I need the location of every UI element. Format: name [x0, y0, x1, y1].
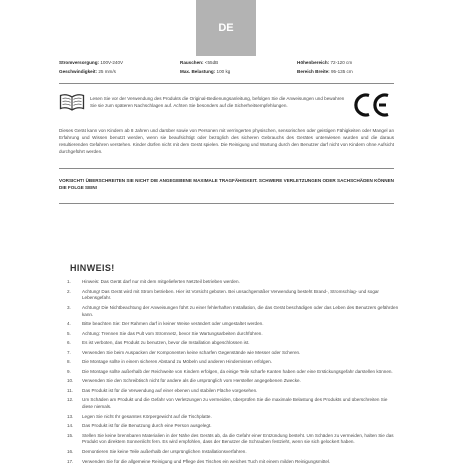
- list-item: 13. Legen Sie nicht Ihr gesamtes Körpergewicht auf die Tischplatte.: [67, 413, 212, 419]
- list-item: 5. Achtung: Trennen Sie das Pult vom Stromnetz, bevor Sie Wartungsarbeiten durchführen.: [67, 330, 263, 336]
- list-item: 10. Verwenden Sie den Schreibtisch nicht für andere als die ursprünglich vom Hersteller angegebenen Zwecke.: [67, 378, 301, 384]
- list-item: 3. Achtung! Die Nichtbeachtung der Anweisungen führt zu einer fehlerhaften Installation, die das Gerät beschädigen oder das Leben des Benutzers gefährden kann.: [67, 304, 399, 317]
- list-item: 17. Verwenden Sie für die allgemeine Reinigung und Pflege des Tisches ein weiches Tuch mit einem milden Reinigungsmittel.: [67, 458, 331, 464]
- list-item: 8. Die Montage sollte in einem sicheren Abstand zu Möbeln und anderen Hindernissen erfolgen.: [67, 359, 272, 365]
- list-item: 9. Die Montage sollte außerhalb der Reichweite von Kindern erfolgen, da einige Teile scharfe Kanten haben oder eine Erstickungsgefahr darstellen können.: [67, 368, 393, 374]
- specs-grid: [59, 60, 399, 74]
- list-item: 11. Das Produkt ist für die Verwendung auf einer ebenen und stabilen Fläche vorgesehen.: [67, 387, 258, 393]
- language-tab: DE: [196, 0, 256, 56]
- list-item: 4. Bitte beachten Sie: Der Rahmen darf in keiner Weise verändert oder umgestaltet werden.: [67, 321, 264, 327]
- list-item: 2. Achtung! Das Gerät wird mit Strom betrieben. Hier ist Vorsicht geboten. Bei unsachgemäßer Verwendung besteht Brand-, Stromschlag- und sogar Lebensgefahr.: [67, 288, 379, 301]
- spec-item: Geschwindigkeit: 25 mm/s: [59, 69, 116, 74]
- divider: [59, 203, 394, 204]
- children-safety-paragraph: Dieses Gerät kann von Kindern ab 8 Jahren und darüber sowie von Personen mit verringerten physischen, sensorischen oder geistigen Fähigkeiten oder Mangel an Erfahrung und Wissen benutzt werden, wenn sie beaufsichtigt oder bezüglich des sicheren Gebrauchs des Gerätes unterwiesen wurden und die daraus resultierenden Gefahren verstehen. Kinder dürfen nicht mit dem Gerät spielen. Die Reinigung und Wartung durch den Benutzer darf nicht von Kindern ohne Aufsicht durchgeführt werden.: [59, 128, 394, 154]
- spec-item: Max. Belastung: 100 kg: [180, 69, 231, 74]
- hinweis-title: HINWEIS!: [70, 263, 115, 273]
- ce-mark-icon: [352, 92, 392, 118]
- list-item: 12. Um Schäden am Produkt und die Gefahr von Verletzungen zu vermeiden, überprüfen Sie die maximale Belastung des Produkts und überschreiten Sie diese niemals.: [67, 397, 388, 410]
- divider: [59, 168, 394, 169]
- list-item: 16. Demontieren Sie keine Teile außerhalb der ursprünglichen Installationsverfahren.: [67, 449, 247, 455]
- list-item: 7. Verwenden Sie beim Auspacken der Komponenten keine scharfen Gegenstände wie Messer oder Scheren.: [67, 349, 301, 355]
- list-item: 1. Hinweis: Das Gerät darf nur mit dem mitgelieferten Netzteil betrieben werden.: [67, 279, 240, 284]
- list-item: 15. Stellen Sie keine brennbaren Materialien in der Nähe des Geräts ab, da die Gefahr einer Entzündung besteht. Um Schäden zu vermeiden, halten Sie das Produkt von direktem Sonnenlicht fern. Es wird empfohlen, dass der Benutzer die Schrauben festzieht, wenn sie sich gelockert haben.: [67, 432, 394, 445]
- warning-text: VORSICHT! ÜBERSCHREITEN SIE NICHT DIE ANGEGEBENE MAXIMALE TRAGFÄHIGKEIT. SCHWERE VERLETZUNGEN ODER SACHSCHÄDEN KÖNNEN DIE FOLGE SEIN!: [59, 178, 394, 190]
- spec-item: Bereich Breite: 95-135 cm: [297, 69, 353, 74]
- spec-item: Höhenbereich: 72-120 cm: [297, 60, 353, 65]
- spec-item: Rauschen: <55dB: [180, 60, 219, 65]
- spec-item: Stromversorgung: 100V-240V: [59, 60, 124, 65]
- list-item: 6. Es ist verboten, das Produkt zu benutzen, bevor die Installation abgeschlossen ist.: [67, 340, 250, 346]
- hinweis-list: [67, 279, 399, 468]
- divider: [59, 83, 394, 84]
- open-book-icon: [59, 93, 85, 111]
- manual-note: Lesen Sie vor der Verwendung des Produkts die Original-Bedienungsanleitung, befolgen Sie die Anweisungen und bewahren Sie sie zum späteren Nachschlagen auf. Achten Sie besonders auf die Sicherheitsempfehlungen.: [90, 96, 345, 108]
- list-item: 14. Das Produkt ist für die Benutzung durch eine Person ausgelegt.: [67, 423, 212, 429]
